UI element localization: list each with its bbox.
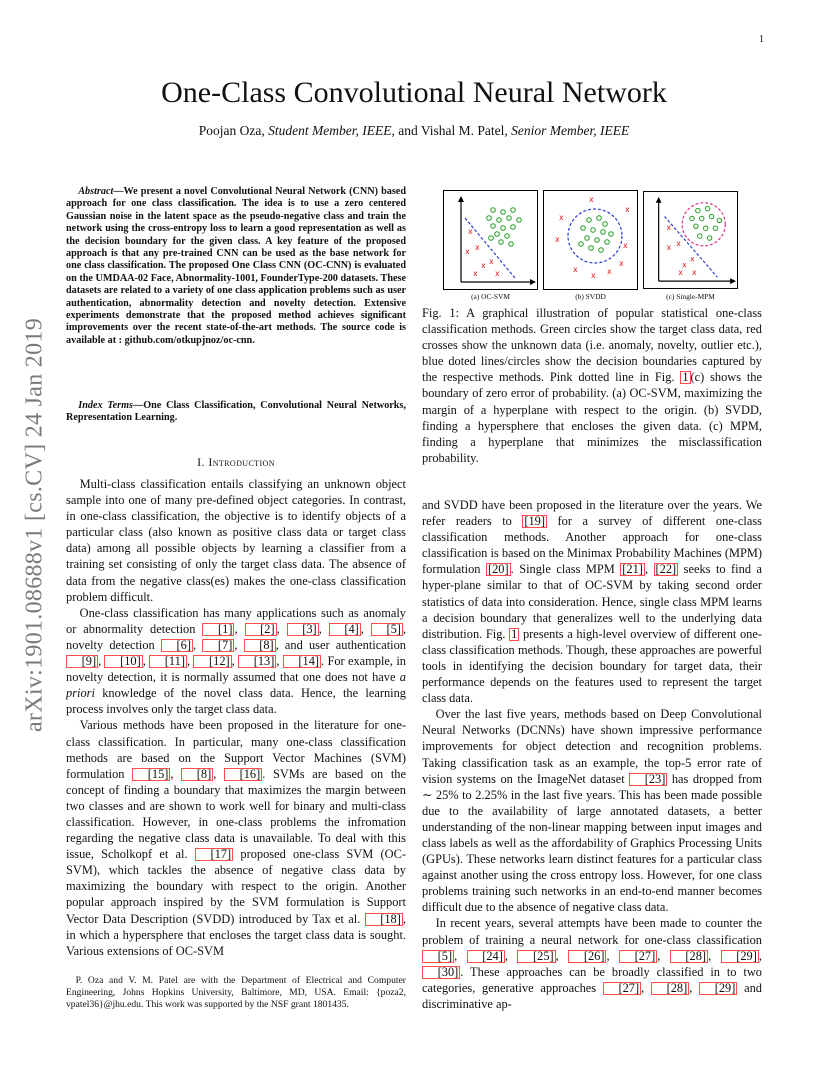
section-heading bbox=[66, 455, 406, 470]
citation-link[interactable]: [19] bbox=[524, 514, 546, 529]
citation-link[interactable]: [14] bbox=[283, 655, 321, 668]
arxiv-stamp-text: arXiv:1901.08688v1 [cs.CV] 24 Jan 2019 bbox=[21, 317, 48, 733]
citation-link[interactable]: [9] bbox=[66, 655, 98, 668]
text-run: seeks to find a hyper-plane similar to that of OC-SVM by taking second order statistics of data into consideration. Hence, single class MPM learns a decision boundary that generalizes well to the underlying data distribution. Fig. bbox=[422, 562, 762, 641]
figure-panel-mpm bbox=[643, 190, 738, 290]
svg-text:x: x bbox=[678, 268, 683, 278]
x-axis-arrow bbox=[730, 278, 736, 284]
citation-link[interactable]: [1] bbox=[202, 623, 234, 636]
svg-text:x: x bbox=[489, 257, 494, 266]
svg-text:x: x bbox=[666, 242, 672, 252]
citation-link[interactable]: [26] bbox=[568, 950, 606, 963]
hyperplane-boundary bbox=[665, 216, 718, 277]
index-terms bbox=[66, 400, 406, 425]
svg-text:x: x bbox=[690, 254, 695, 264]
x-axis-arrow bbox=[530, 279, 536, 285]
text-run: , in which a hypersphere that encloses the target class data is sought. Various extensions of OC-SVM bbox=[66, 911, 406, 958]
svg-text:x: x bbox=[465, 247, 470, 256]
svg-text:x: x bbox=[473, 269, 478, 278]
svg-text:x: x bbox=[682, 260, 687, 270]
text-run: . Single class MPM bbox=[510, 562, 621, 577]
citation-link[interactable]: [27] bbox=[603, 982, 641, 995]
citation-link[interactable]: [29] bbox=[721, 950, 759, 963]
svg-text:x: x bbox=[591, 271, 596, 280]
svg-text:x: x bbox=[559, 213, 564, 222]
figure-panel-svdd bbox=[543, 190, 638, 290]
text-run: . For example, in novelty detection, it is normally assumed that one does not have bbox=[66, 654, 406, 685]
svg-text:x: x bbox=[676, 238, 681, 248]
citation-link[interactable]: [15] bbox=[132, 768, 170, 781]
citation-link[interactable]: [30] bbox=[422, 966, 460, 979]
svg-text:x: x bbox=[625, 205, 630, 214]
y-axis-arrow bbox=[656, 197, 662, 203]
author-1: Poojan Oza, bbox=[198, 123, 265, 138]
author-1-role: Student Member, IEEE, bbox=[268, 123, 395, 138]
citation-link[interactable]: [7] bbox=[202, 639, 234, 652]
figure-1 bbox=[443, 190, 740, 290]
text-run: and discriminative ap- bbox=[422, 980, 762, 1011]
author-and: and bbox=[398, 123, 418, 138]
unknown-class-points bbox=[667, 223, 697, 277]
intro-paragraph-2: One-class classification has many applications such as anomaly or abnormality detection [1] , [2] , [3] , [4] , [5] , novelty detection [6] , [7] , [8] , and user authentication [9] , [10] , [11] , [12] , [13] , [14] . For example, in novelty detection, it is normally assumed that one does not have a priori knowledge of the novel class data. Hence, the learning process involves only the target class data. bbox=[66, 605, 407, 717]
svg-text:x: x bbox=[481, 261, 486, 270]
svg-text:x: x bbox=[623, 241, 628, 250]
text-run: Various methods have been proposed in the literature for one-class classification. In particular, many one-class classification methods are based on the Support Vector Machines (SVM) formulation bbox=[66, 718, 406, 781]
subcaption-c: (c) Single-MPM bbox=[666, 292, 715, 301]
svg-text:x: x bbox=[619, 259, 624, 268]
figure-panel-ocsvm bbox=[443, 190, 538, 290]
text-run: for a survey of different one-class classification methods. Another approach for one-class classification is based on the Minimax Probability Machines (MPM) formulation bbox=[422, 514, 763, 577]
text-run: has dropped from ∼ 25% to 2.25% in the last five years. This has been made possible due to the availability of large annotated datasets, a better understanding of the non-linear mapping between input images and class labels as well as the affordability of Graphics Processing Units (GPUs). These networks learn distinct features for a particular class against another using the cross entropy loss. However, for one class problems training such networks in an end-to-end manner becomes difficult due to the absence of negative class data. bbox=[422, 771, 762, 915]
text-run: , novelty detection bbox=[66, 621, 407, 652]
author-line bbox=[0, 123, 828, 139]
right-column-body bbox=[422, 497, 762, 1012]
author-2-role: Senior Member, IEEE bbox=[511, 123, 630, 138]
figure-ref-link[interactable]: 1 bbox=[511, 626, 518, 641]
section-title: Introduction bbox=[208, 455, 275, 469]
citation-link[interactable]: [21] bbox=[622, 562, 643, 577]
citation-link[interactable]: [8] bbox=[181, 768, 213, 781]
svg-text:x: x bbox=[495, 269, 500, 278]
right-paragraph-2 bbox=[422, 706, 762, 915]
right-paragraph-1: and SVDD have been proposed in the literature over the years. We refer readers to [19] for a survey of different one-class classification methods. Another approach for one-class classification is based on the Minimax Probability Machines (MPM) formulation [20] . Single class MPM [21] , [22] seeks to find a hyper-plane similar to that of OC-SVM by taking second order statistics of data into consideration. Hence, single class MPM learns a decision boundary that generalizes well to the underlying data distribution. Fig. 1 presents a high-level overview of different one-class classification methods. Though, these approaches are powerful tools in identifying the decision boundary for target data, their performance depends on the features used to represent the target class data. bbox=[422, 498, 763, 706]
text-run: In recent years, several attempts have been made to counter the problem of training a neural network for one-class classification bbox=[422, 916, 762, 947]
figure-ref-link[interactable]: 1 bbox=[682, 370, 689, 385]
y-axis-arrow bbox=[458, 196, 464, 202]
page-number: 1 bbox=[759, 34, 764, 45]
svg-text:x: x bbox=[691, 268, 697, 278]
citation-link[interactable]: [2] bbox=[245, 623, 277, 636]
section-number: I. bbox=[197, 455, 209, 469]
text-run: One-class classification has many applications such as anomaly or abnormality detection bbox=[66, 605, 406, 636]
citation-link[interactable]: [6] bbox=[161, 639, 193, 652]
citation-link[interactable]: [20] bbox=[487, 562, 509, 577]
abstract bbox=[66, 186, 406, 347]
svg-text:x: x bbox=[666, 223, 672, 233]
citation-link[interactable]: [28] bbox=[670, 950, 708, 963]
author-2: Vishal M. Patel, bbox=[420, 123, 508, 138]
panel-frame bbox=[643, 192, 737, 289]
citation-link[interactable]: [10] bbox=[104, 655, 142, 668]
target-class-points bbox=[487, 208, 522, 247]
zero-error-boundary bbox=[682, 203, 725, 246]
citation-link[interactable]: [17] bbox=[195, 848, 233, 861]
text-run: and SVDD have been proposed in the literature over the years. We refer readers to bbox=[422, 498, 762, 529]
index-terms-text: —One Class Classification, Convolutional Neural Networks, Representation Learning. bbox=[66, 400, 406, 424]
hypersphere-boundary bbox=[568, 209, 622, 263]
caption-text: Fig. 1: A graphical illustration of popular statistical one-class classification methods. Green circles show the target class data, red crosses show the unknown data (i.e. anomaly, novelty, outlier etc.), blue doted lines/circles show the decision boundaries captured by the respective methods. Pink dotted line in Fig. bbox=[422, 306, 762, 385]
citation-link[interactable]: [27] bbox=[619, 950, 657, 963]
arxiv-stamp bbox=[20, 290, 50, 760]
citation-link[interactable]: [12] bbox=[193, 655, 231, 668]
citation-link[interactable]: [3] bbox=[287, 623, 319, 636]
target-class-points bbox=[579, 216, 614, 253]
svg-text:x: x bbox=[468, 227, 473, 236]
unknown-class-points bbox=[555, 195, 630, 280]
abstract-text: —We present a novel Convolutional Neural Network (CNN) based approach for one class classification. The idea is to use a zero centered Gaussian noise in the latent space as the pseudo-negative class and train the network using the cross-entropy loss to learn a good representation as well as the decision boundary for the given class. A key feature of the proposed approach is that any pre-trained CNN can be used as the base network for one class classification. The proposed One Class CNN (OC-CNN) is evaluated on the UMDAA-02 Face, Abnormality-1001, FounderType-200 datasets. These datasets are related to a variety of one class application problems such as user authentication, abnormality detection and novelty detection. Extensive experiments demonstrate that the proposed method achieves significant improvements over the recent state-of-the-art methods. The source code is available at : github.com/otkupjnoz/oc-cnn. bbox=[66, 186, 406, 346]
footnote bbox=[66, 975, 406, 1010]
citation-link[interactable]: [5] bbox=[371, 623, 403, 636]
figure-subcaptions bbox=[443, 292, 740, 304]
citation-link[interactable]: [28] bbox=[651, 982, 689, 995]
citation-link[interactable]: [22] bbox=[655, 562, 677, 577]
text-run: knowledge of the novel class data. Hence, the learning process involves only the target class data. bbox=[66, 686, 406, 717]
intro-paragraph-1: Multi-class classification entails classifying an unknown object sample into one of many pre-defined object categories. In contrast, in one-class classification, the objective is to identify objects of a particular class (also known as positive class data or target class data) among all possible objects by learning a classifier from a training set consisting of only the target class data. The absence of data from the negative class(es) makes the one-class classification problem difficult. bbox=[66, 477, 406, 604]
text-run: proposed one-class SVM (OC-SVM), which tackles the absence of negative class data by maximizing the boundary with respect to the origin. Another popular approach inspired by the SVM formulation is Support Vector Data Description (SVDD) introduced by Tax et al. bbox=[66, 847, 406, 926]
citation-link[interactable]: [8] bbox=[244, 639, 276, 652]
paper-title: One-Class Convolutional Neural Network bbox=[161, 76, 667, 109]
text-run: . SVMs are based on the concept of finding a boundary that maximizes the margin between two classes and are shown to work well for binary and multi-class classification. However, in one-class problems the infromation regarding the negative class data is unavailable. To deal with this issue, Scholkopf et al. bbox=[66, 766, 406, 862]
left-column-body bbox=[66, 476, 406, 959]
text-run: presents a high-level overview of different one-class classification methods. Though, these approaches are powerful tools in identifying the decision boundary for target data, their performance depends on the features used to represent the target class data. bbox=[422, 626, 762, 706]
right-paragraph-3: In recent years, several attempts have been made to counter the problem of training a neural network for one-class classification [5] , [24] , [25] , [26] , [27] , [28] , [29] , [30] . These approaches can be broadly classified in to two categories, generative approaches [27] , [28] , [29] and discriminative ap- bbox=[422, 916, 762, 1011]
text-run: Over the last five years, methods based on Deep Convolutional Neural Networks (DCNNs) have shown impressive performance improvements for object detection and recognition problems. Taking classification task as an example, the top-5 error rate of vision systems on the ImageNet dataset bbox=[422, 707, 762, 786]
citation-link[interactable]: [16] bbox=[224, 768, 262, 781]
citation-link[interactable]: [29] bbox=[699, 982, 737, 995]
text-run: , and user authentication bbox=[275, 637, 406, 652]
abstract-lead: Abstract bbox=[78, 186, 114, 197]
svg-text:x: x bbox=[589, 195, 594, 204]
citation-link[interactable]: [25] bbox=[517, 950, 555, 963]
footnote-text: P. Oza and V. M. Patel are with the Department of Electrical and Computer Engineering, Johns Hopkins University, Baltimore, MD, USA. Email: {poza2, vpatel36}@jhu.edu. This work was supported by the NSF grant 1801435. bbox=[66, 975, 406, 1010]
citation-link[interactable]: [24] bbox=[467, 950, 505, 963]
svg-text:x: x bbox=[607, 267, 612, 276]
svg-text:x: x bbox=[555, 235, 560, 244]
emphasis: a priori bbox=[66, 670, 406, 701]
subcaption-a: (a) OC-SVM bbox=[471, 292, 510, 301]
citation-link[interactable]: [18] bbox=[365, 913, 403, 926]
caption-text: (c) shows the boundary of zero error of probability. (a) OC-SVM, maximizing the margin of a hyperplane with respect to the origin. (b) SVDD, finding a hypersphere that encloses the given data. (c) MPM, finding a hyperplane that minimizes the misclassification probability. bbox=[422, 370, 762, 465]
text-run: . These approaches can be broadly classified in to two categories, generative approaches bbox=[422, 964, 762, 995]
intro-paragraph-3: Various methods have been proposed in the literature for one-class classification. In particular, many one-class classification methods are based on the Support Vector Machines (SVM) formulation [15] , [8] , [16] . SVMs are based on the concept of finding a boundary that maximizes the margin between two classes and are shown to work well for binary and multi-class classification. However, in one-class problems the infromation regarding the negative class data is unavailable. To deal with this issue, Scholkopf et al. [17] proposed one-class SVM (OC-SVM), which tackles the absence of negative class data by maximizing the boundary with respect to the origin. Another popular approach inspired by the SVM formulation is Support Vector Data Description (SVDD) introduced by Tax et al. [18] , in which a hypersphere that encloses the target class data is sought. Various extensions of OC-SVM bbox=[66, 718, 406, 958]
index-terms-lead: Index Terms bbox=[78, 400, 134, 411]
citation-link[interactable]: [4] bbox=[329, 623, 361, 636]
citation-link[interactable]: [5] bbox=[422, 950, 454, 963]
svg-text:x: x bbox=[475, 243, 480, 252]
subcaption-b: (b) SVDD bbox=[575, 292, 606, 301]
target-class-points bbox=[690, 206, 722, 240]
figure-caption bbox=[422, 305, 762, 466]
svg-text:x: x bbox=[573, 265, 578, 274]
citation-link[interactable]: [13] bbox=[238, 655, 276, 668]
citation-link[interactable]: [11] bbox=[149, 655, 187, 668]
citation-link[interactable]: [23] bbox=[629, 773, 667, 786]
